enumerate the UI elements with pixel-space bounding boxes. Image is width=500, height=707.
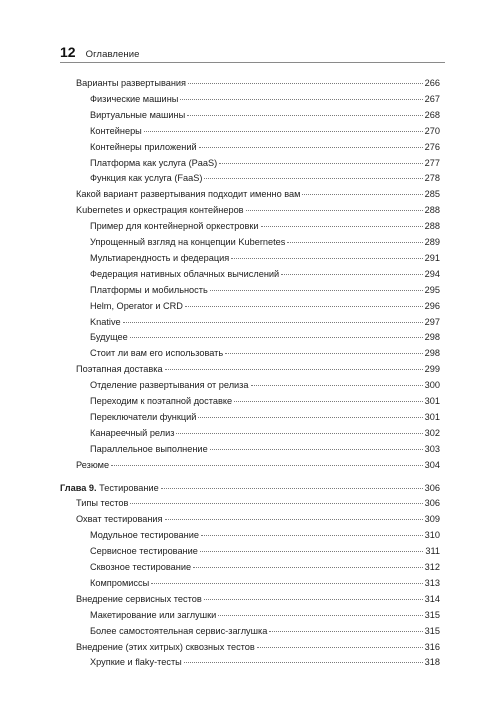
toc-section [76,640,440,654]
toc-entry-title: Сквозное тестирование [90,562,192,572]
dot-leader [302,194,422,195]
toc-subsection [90,560,440,574]
toc-subsection [90,608,440,622]
toc-section [76,203,440,217]
toc-page-number: 313 [424,577,440,588]
toc-entry-title: Переключатели функций [90,411,197,422]
toc-subsection [90,235,440,249]
toc-subsection [90,315,440,329]
toc-section [76,362,440,376]
toc-entry-title: Более самостоятельная сервис-заглушка [90,625,268,636]
dot-leader [251,385,423,386]
toc-subsection [90,346,440,360]
toc-subsection [90,528,440,542]
toc-page-number: 266 [424,78,440,88]
toc-subsection [90,378,440,392]
dot-leader [193,567,423,568]
dot-leader [185,306,423,307]
toc-page-number: 315 [424,625,440,636]
toc-entry-title: Сервисное тестирование [90,546,198,557]
dot-leader [257,647,423,648]
toc-entry-title: Функция как услуга (FaaS) [90,173,203,184]
toc-entry-title: Контейнеры [90,125,142,136]
toc-entry-title: Отделение развертывания от релиза [90,380,249,391]
toc-entry-title: Резюме [76,459,110,470]
toc-subsection [90,624,440,638]
toc-subsection [90,267,440,281]
toc-page-number: 304 [424,459,440,470]
toc-subsection [90,442,440,456]
toc-page-number: 300 [424,380,440,391]
toc-page-number: 276 [424,141,440,152]
dot-leader [210,290,423,291]
toc-page-number: 298 [424,332,440,343]
toc-page-number: 294 [424,268,440,279]
toc-entry-title: Физические машины [90,93,179,104]
toc-subsection [90,108,440,122]
dot-leader [111,465,423,466]
dot-leader [246,210,423,211]
toc-page-number: 301 [424,396,440,406]
toc-entry-title: Переходим к поэтапной доставке [90,396,233,406]
toc-subsection [90,140,440,154]
toc-entry-title: Мультиарендность и федерация [90,252,230,263]
toc-subsection [90,156,440,170]
toc-entry-title: Helm, Operator и CRD [90,300,183,311]
toc-page-number: 291 [424,252,440,263]
dot-leader [144,131,423,132]
header-rule [60,62,445,63]
dot-leader [204,599,423,600]
dot-leader [200,551,423,552]
toc-entry-title: Knative [90,316,121,327]
toc-entry-title: Параллельное выполнение [90,443,208,454]
dot-leader [165,519,423,520]
toc-chapter [60,481,440,495]
toc-page-number: 297 [424,316,440,327]
toc-entry-title: Платформы и мобильность [90,284,208,295]
toc-page-number: 278 [424,173,440,184]
toc-entry-title: Канареечный релиз [90,427,175,438]
toc-entry-title: Варианты развертывания [76,78,187,88]
dot-leader [261,226,423,227]
toc-page-number: 314 [424,593,440,604]
dot-leader [165,369,423,370]
dot-leader [130,503,422,504]
toc-page-number: 288 [424,221,440,232]
toc-page-number: 318 [424,657,440,668]
toc-page-number: 268 [424,109,440,120]
toc-subsection [90,124,440,138]
toc-entry-title: Внедрение (этих хитрых) сквозных тестов [76,641,255,652]
dot-leader [123,322,423,323]
toc-page-number: 277 [424,157,440,168]
toc-subsection [90,330,440,344]
toc-entry-title: Стоит ли вам его использовать [90,348,224,359]
toc-page-number: 312 [424,562,440,572]
page-number: 12 [60,44,76,60]
toc-entry-title: Макетирование или заглушки [90,609,217,620]
toc-entry-title: Поэтапная доставка [76,364,163,375]
toc-subsection [90,299,440,313]
chapter-title: Тестирование [99,482,159,493]
toc-subsection [90,283,440,297]
dot-leader [199,147,423,148]
toc-page-number: 289 [424,237,440,247]
toc-page-number: 267 [424,93,440,104]
toc-entry-title: Охват тестирования [76,514,163,525]
toc-section [76,458,440,472]
toc-page-number: 299 [424,364,440,375]
dot-leader [269,631,422,632]
dot-leader [287,242,422,243]
toc-entry-title: Хрупкие и flaky-тесты [90,657,182,668]
toc-section [76,512,440,526]
toc-page-number: 301 [424,411,440,422]
dot-leader [180,99,422,100]
toc-subsection [90,92,440,106]
dot-leader [151,583,422,584]
toc-page-number: 285 [424,189,440,200]
toc-page-number: 288 [424,205,440,216]
toc-entry-title: Какой вариант развертывания подходит именно вам [76,189,301,200]
toc-subsection [90,219,440,233]
toc-page-number: 310 [424,530,440,541]
toc-entry-title: Внедрение сервисных тестов [76,593,202,604]
toc-page-number: 298 [424,348,440,359]
toc-page-number: 270 [424,125,440,136]
dot-leader [198,417,422,418]
toc-entry-title: Kubernetes и оркестрация контейнеров [76,205,244,216]
toc-page-number: 316 [424,641,440,652]
toc-page-number: 306 [424,498,440,509]
toc-entry-title: Будущее [90,332,128,343]
toc-subsection [90,544,440,558]
toc-entry-title: Компромиссы [90,577,150,588]
dot-leader [204,178,422,179]
dot-leader [161,488,423,489]
toc-entry-title: Платформа как услуга (PaaS) [90,157,218,168]
toc-page-number: 315 [424,609,440,620]
dot-leader [225,353,423,354]
toc-page-number: 309 [424,514,440,525]
toc-section [76,592,440,606]
dot-leader [187,115,422,116]
toc-subsection [90,426,440,440]
dot-leader [281,274,422,275]
toc-subsection [90,171,440,185]
toc-entry-title: Пример для контейнерной оркестровки [90,221,259,232]
dot-leader [210,449,423,450]
dot-leader [231,258,422,259]
toc-page-number: 296 [424,300,440,311]
toc-subsection [90,394,440,408]
dot-leader [130,337,423,338]
running-title: Оглавление [85,49,140,60]
toc-entry-title: Контейнеры приложений [90,141,197,152]
toc-subsection [90,576,440,590]
toc-entry-title: Типы тестов [76,498,129,509]
toc-page-number: 311 [425,546,440,557]
page-header [60,44,140,60]
dot-leader [201,535,423,536]
toc-subsection [90,655,440,669]
toc-page-number: 295 [424,284,440,295]
toc-entry-title: Виртуальные машины [90,109,186,120]
dot-leader [218,615,422,616]
dot-leader [176,433,422,434]
toc-subsection [90,251,440,265]
toc-subsection [90,410,440,424]
toc-section [76,496,440,510]
toc-entry-title [60,481,159,495]
toc-entry-title: Упрощенный взгляд на концепции Kubernetes [90,237,286,247]
toc-entry-title: Модульное тестирование [90,530,199,541]
toc-entry-title: Федерация нативных облачных вычислений [90,268,280,279]
toc-page-number: 302 [424,427,440,438]
dot-leader [219,163,422,164]
dot-leader [188,83,423,84]
chapter-label: Глава 9. [60,482,97,493]
toc-section [76,76,440,90]
toc-page-number: 303 [424,443,440,454]
dot-leader [234,401,423,402]
dot-leader [184,662,423,663]
toc-section [76,187,440,201]
toc-page-number: 306 [424,482,440,493]
